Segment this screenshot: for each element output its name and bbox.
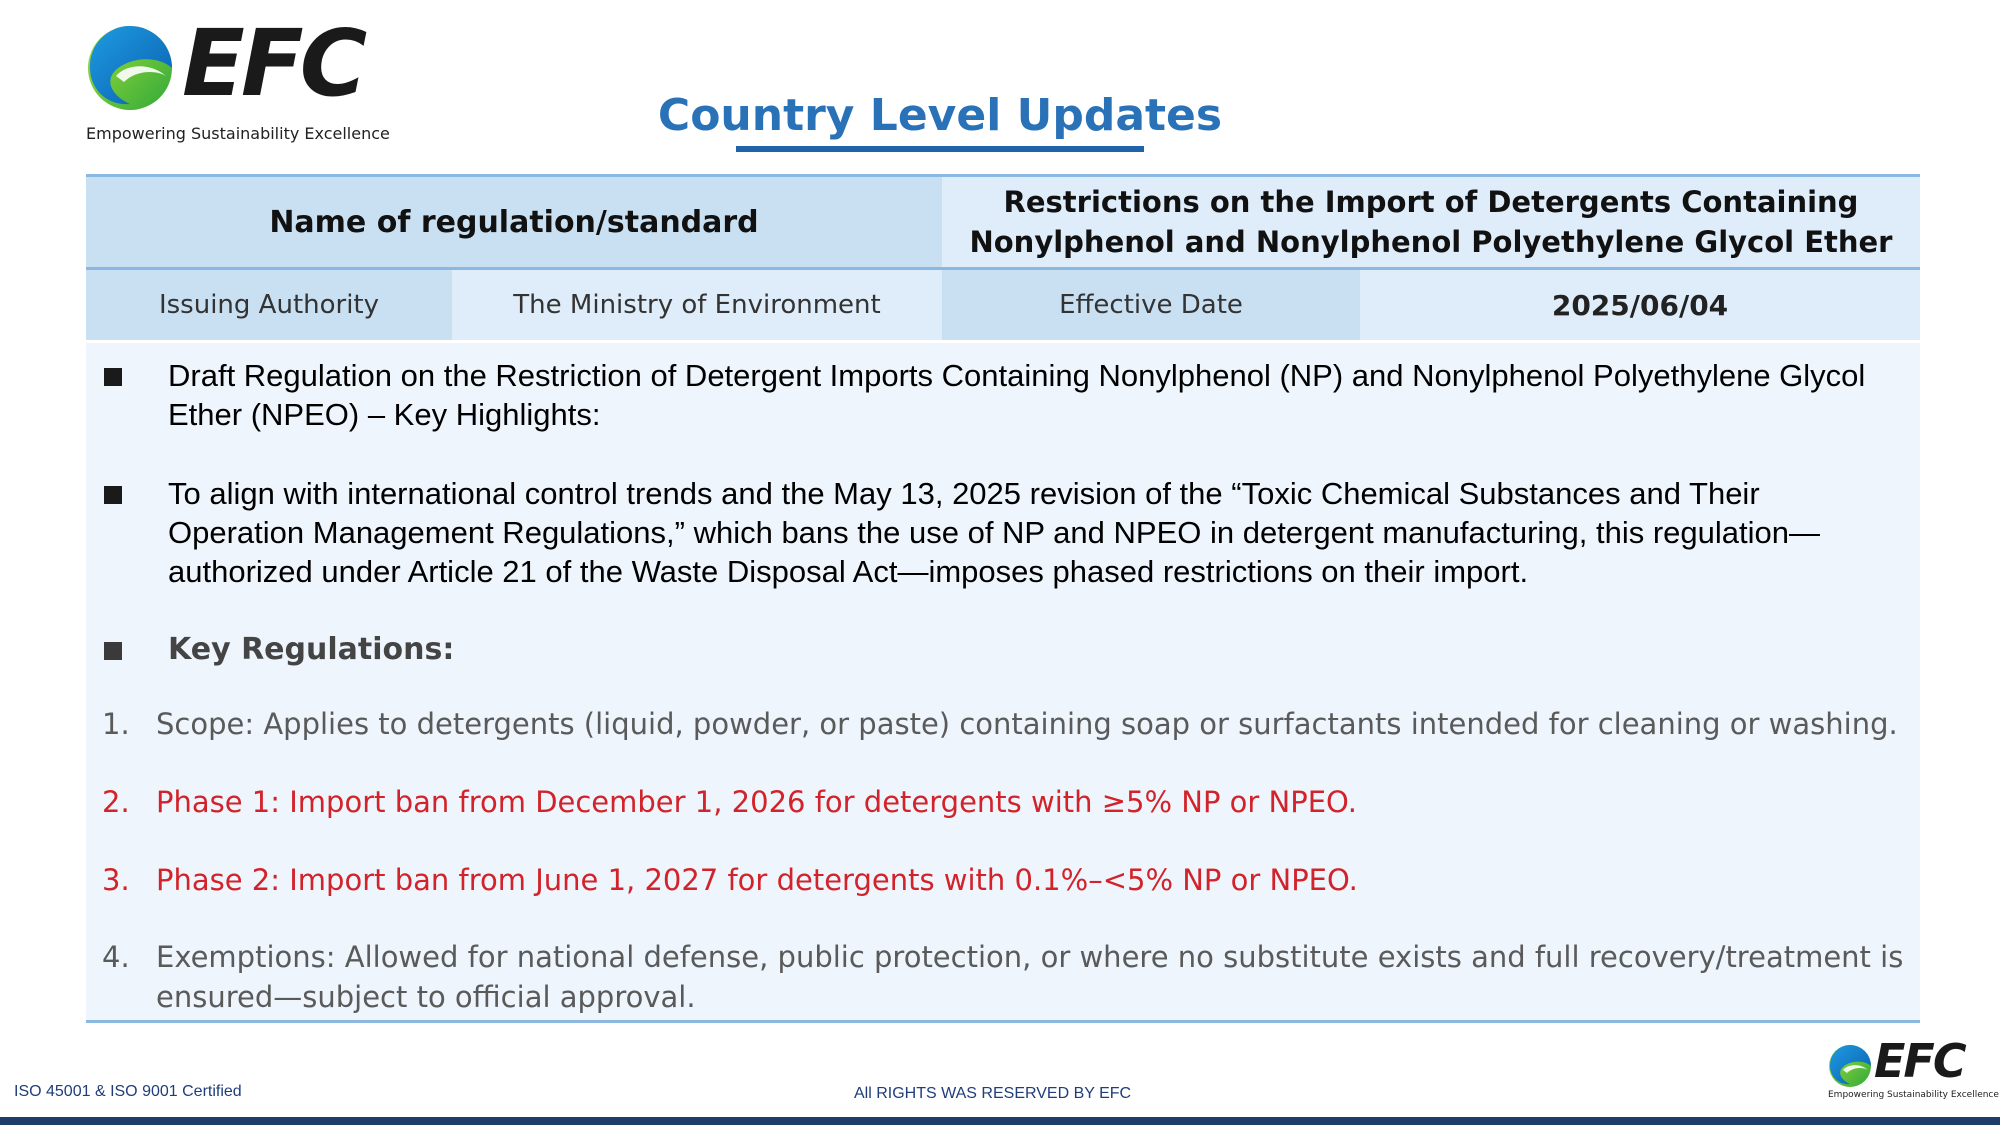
square-bullet-icon — [104, 368, 122, 386]
copyright-text: All RIGHTS WAS RESERVED BY EFC — [854, 1085, 1132, 1102]
list-item — [102, 937, 1920, 1017]
content-panel — [86, 343, 1920, 1023]
bullet-text: Draft Regulation on the Restriction of Detergent Imports Containing Nonylphenol (NP) and Nonylphenol Polyethylene Glycol Ether (NPEO) – Key Highlights: — [168, 358, 1866, 432]
footer-logo-tagline: Empowering Sustainability Excellence — [1828, 1090, 1999, 1100]
regulation-info-table — [86, 174, 1920, 340]
page-title: Country Level Updates — [657, 90, 1223, 141]
key-regulations-heading — [104, 630, 1904, 669]
item-text: Exemptions: Allowed for national defense, public protection, or where no substitute exists and full recovery/treatment is ensured—subject to official approval. — [156, 940, 1904, 1014]
regulation-name-row — [86, 174, 1920, 270]
list-item — [102, 704, 1920, 744]
item-number: 4. — [102, 940, 130, 974]
issuing-authority-label: Issuing Authority — [86, 270, 452, 340]
effective-date-label: Effective Date — [942, 270, 1360, 340]
efc-swirl-icon — [1828, 1044, 1872, 1088]
list-item — [102, 782, 1920, 822]
bullet-item — [104, 356, 1904, 434]
bullet-text: To align with international control trends and the May 13, 2025 revision of the “Toxic Chemical Substances and Their Operation Management Regulations,” which bans the use of NP and NPEO in detergent manufacturing, this regulation—authorized under Article 21 of the Waste Disposal Act—imposes phased restrictions on their import. — [168, 476, 1820, 589]
item-number: 3. — [102, 863, 130, 897]
logo-wordmark: EFC — [182, 10, 364, 117]
footer-efc-logo — [1828, 1034, 1999, 1104]
effective-date-value: 2025/06/04 — [1360, 270, 1920, 340]
square-bullet-icon — [104, 642, 122, 660]
item-text: Phase 1: Import ban from December 1, 2026 for detergents with ≥5% NP or NPEO. — [156, 785, 1357, 819]
certification-text: ISO 45001 & ISO 9001 Certified — [14, 1083, 242, 1100]
item-text: Phase 2: Import ban from June 1, 2027 for detergents with 0.1%–<5% NP or NPEO. — [156, 863, 1358, 897]
issuing-authority-value: The Ministry of Environment — [452, 270, 942, 340]
item-number: 2. — [102, 785, 130, 819]
list-item — [102, 860, 1920, 900]
title-underline — [736, 146, 1144, 152]
bullet-item — [104, 474, 1904, 591]
regulation-name-label: Name of regulation/standard — [86, 177, 942, 267]
item-text: Scope: Applies to detergents (liquid, powder, or paste) containing soap or surfactants intended for cleaning or washing. — [156, 707, 1898, 741]
footer-bar — [0, 1117, 2000, 1125]
footer-logo-wordmark: EFC — [1874, 1034, 1965, 1088]
key-heading-text: Key Regulations: — [168, 632, 455, 667]
logo-tagline: Empowering Sustainability Excellence — [86, 124, 390, 143]
item-number: 1. — [102, 707, 130, 741]
square-bullet-icon — [104, 486, 122, 504]
regulation-name-value: Restrictions on the Import of Detergents Containing Nonylphenol and Nonylphenol Polyethylene Glycol Ether — [942, 177, 1920, 267]
authority-date-row — [86, 270, 1920, 340]
